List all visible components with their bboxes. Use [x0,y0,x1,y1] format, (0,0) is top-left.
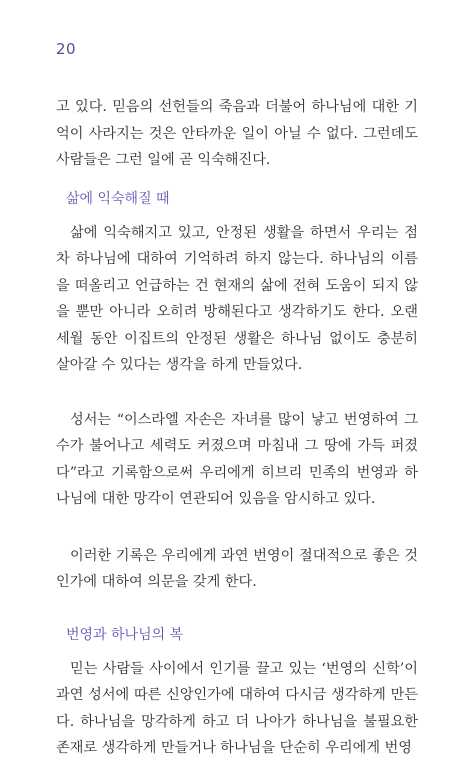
paragraph-continued: 고 있다. 믿음의 선헌들의 죽음과 더불어 하나님에 대한 기억이 사라지는 것은 안타까운 일이 아닐 수 없다. 그런데도 사람들은 그런 일에 곧 익숙해진다. [56,99,418,168]
paragraph-familiar-life: 삶에 익숙해지고 있고, 안정된 생활을 하면서 우리는 점차 하나님에 대하여 기억하려 하지 않는다. 하나님의 이름을 떠올리고 언급하는 건 현재의 삶에 전혀 도움이 되지 않을 뿐만 아니라 오히려 방해된다고 생각하기도 한다. 오랜 세월 동안 이집트의 안정된 생활은 하나님 없이도 충분히 살아갈 수 있다는 생각을 하게 만들었다. [56,224,418,373]
section-heading-prosperity-blessing: 번영과 하나님의 복 [66,626,184,643]
paragraph-scripture-quote: 성서는 “이스라엘 자손은 자녀를 많이 낳고 번영하여 그 수가 불어나고 세력도 커졌으며 마침내 그 땅에 가득 퍼졌다”라고 기록함으로써 우리에게 히브리 민족의 번영과 하나님에 대한 망각이 연관되어 있음을 암시하고 있다. [56,411,418,507]
page-number: 20 [56,40,77,58]
page-content [56,94,418,762]
section-heading-familiar-life: 삶에 익숙해질 때 [66,190,170,207]
paragraph-prosperity-theology: 믿는 사람들 사이에서 인기를 끌고 있는 ‘번영의 신학’이 과연 성서에 따른 신앙인가에 대하여 다시금 생각하게 만든다. 하나님을 망각하게 하고 더 나아가 하나님을 불필요한 존재로 생각하게 만들거나 하나님을 단순히 우리에게 번영 [56,660,418,756]
paragraph-prosperity-question: 이러한 기록은 우리에게 과연 번영이 절대적으로 좋은 것인가에 대하여 의문을 갖게 한다. [56,547,418,590]
